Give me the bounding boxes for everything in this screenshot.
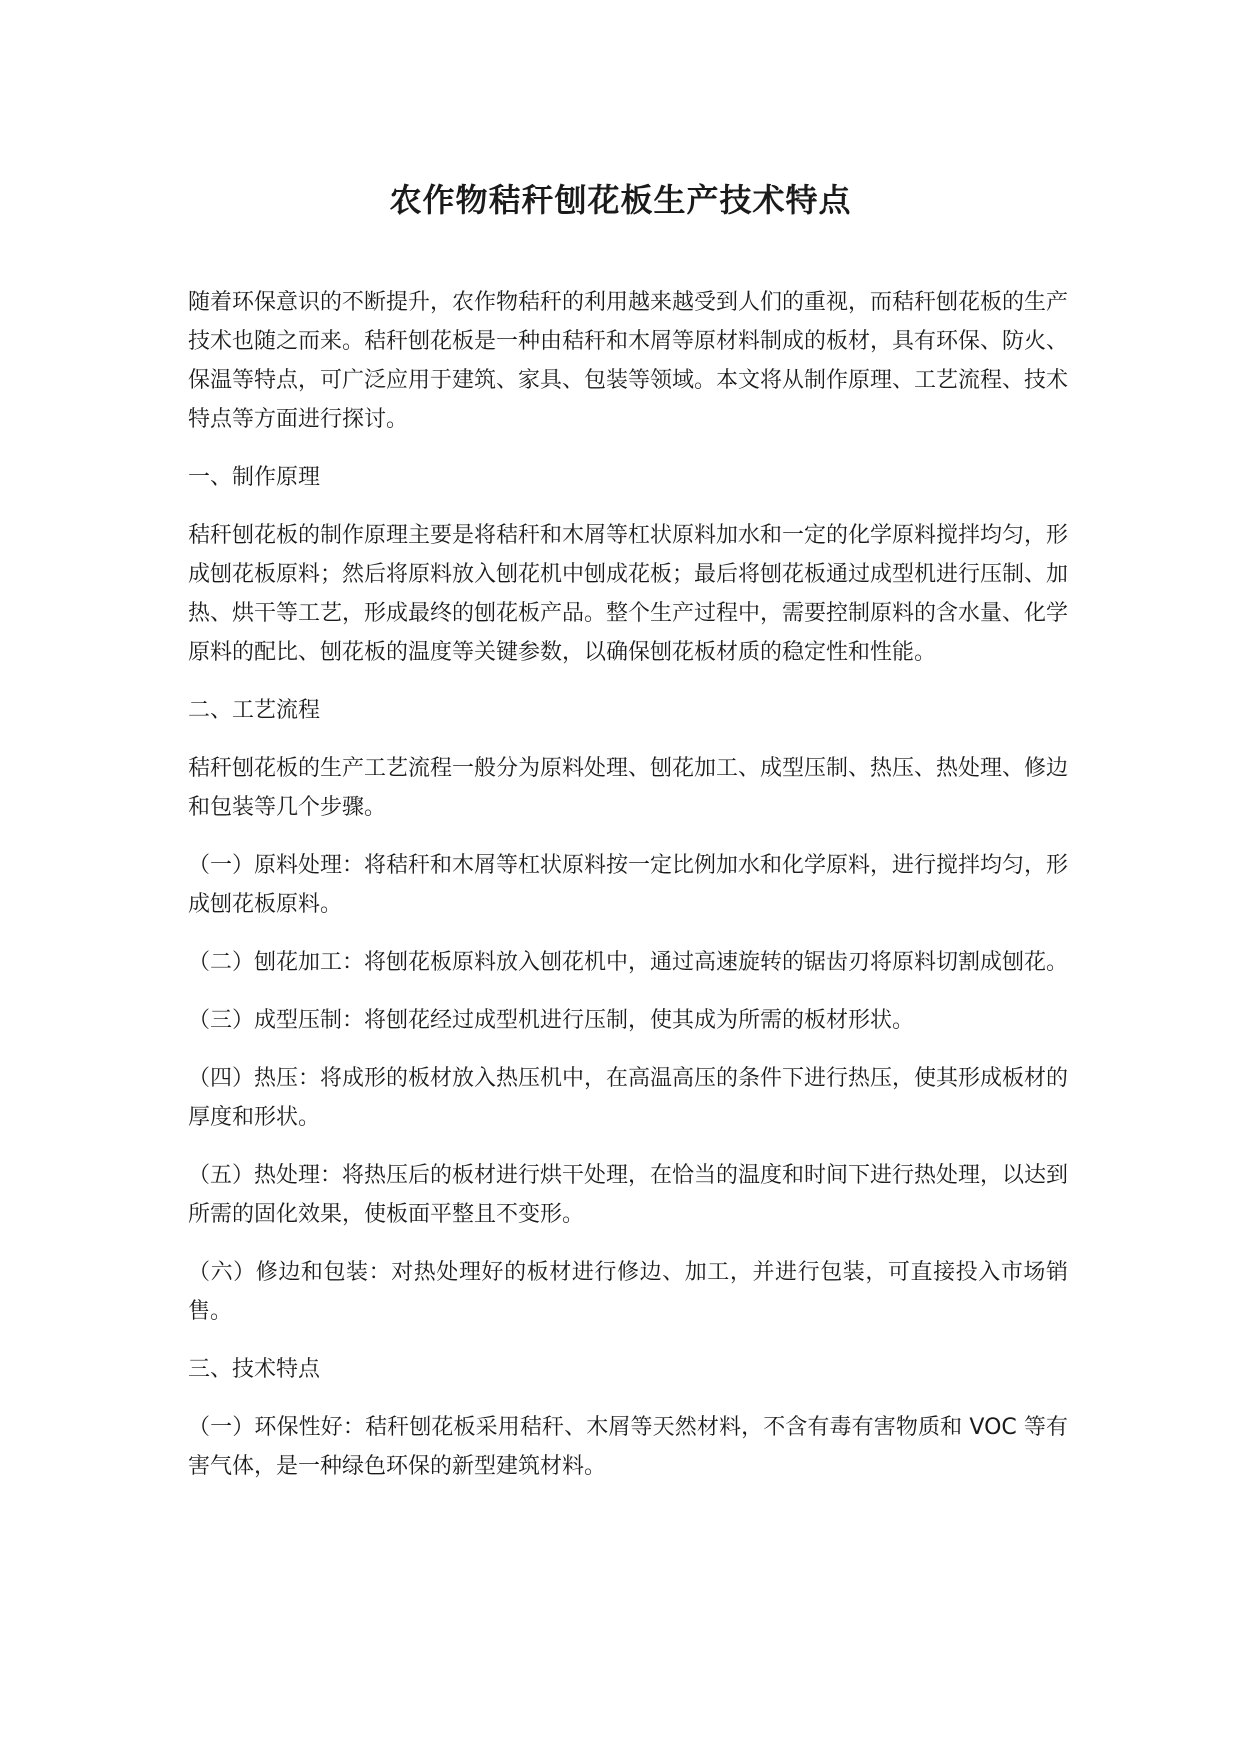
process-step-4: （四）热压：将成形的板材放入热压机中，在高温高压的条件下进行热压，使其形成板材的厚度和形状。 <box>188 1066 1069 1130</box>
section-heading-process: 二、工艺流程 <box>188 698 321 723</box>
process-overview-paragraph: 秸秆刨花板的生产工艺流程一般分为原料处理、刨花加工、成型压制、热压、热处理、修边和包装等几个步骤。 <box>188 756 1069 820</box>
process-step-5: （五）热处理：将热压后的板材进行烘干处理，在恰当的温度和时间下进行热处理，以达到所需的固化效果，使板面平整且不变形。 <box>188 1163 1069 1227</box>
feature-1: （一）环保性好：秸秆刨花板采用秸秆、木屑等天然材料，不含有毒有害物质和 VOC 等有害气体，是一种绿色环保的新型建筑材料。 <box>188 1415 1068 1479</box>
document-title: 农作物秸秆刨花板生产技术特点 <box>389 181 852 219</box>
principle-paragraph: 秸秆刨花板的制作原理主要是将秸秆和木屑等杠状原料加水和一定的化学原料搅拌均匀，形成刨花板原料；然后将原料放入刨花机中刨成花板；最后将刨花板通过成型机进行压制、加热、烘干等工艺，形成最终的刨花板产品。整个生产过程中，需要控制原料的含水量、化学原料的配比、刨花板的温度等关键参数，以确保刨花板材质的稳定性和性能。 <box>188 523 1069 665</box>
document-body <box>188 283 1068 1505</box>
process-step-3: （三）成型压制：将刨花经过成型机进行压制，使其成为所需的板材形状。 <box>188 1008 915 1033</box>
intro-paragraph: 随着环保意识的不断提升，农作物秸秆的利用越来越受到人们的重视，而秸秆刨花板的生产技术也随之而来。秸秆刨花板是一种由秸秆和木屑等原材料制成的板材，具有环保、防火、保温等特点，可广泛应用于建筑、家具、包装等领域。本文将从制作原理、工艺流程、技术特点等方面进行探讨。 <box>188 290 1069 432</box>
process-step-2: （二）刨花加工：将刨花板原料放入刨花机中，通过高速旋转的锯齿刃将原料切割成刨花。 <box>188 950 1069 975</box>
section-heading-principle: 一、制作原理 <box>188 465 321 490</box>
process-step-6: （六）修边和包装：对热处理好的板材进行修边、加工，并进行包装，可直接投入市场销售。 <box>188 1260 1068 1324</box>
process-step-1: （一）原料处理：将秸秆和木屑等杠状原料按一定比例加水和化学原料，进行搅拌均匀，形成刨花板原料。 <box>188 853 1069 917</box>
section-heading-features: 三、技术特点 <box>188 1357 321 1382</box>
